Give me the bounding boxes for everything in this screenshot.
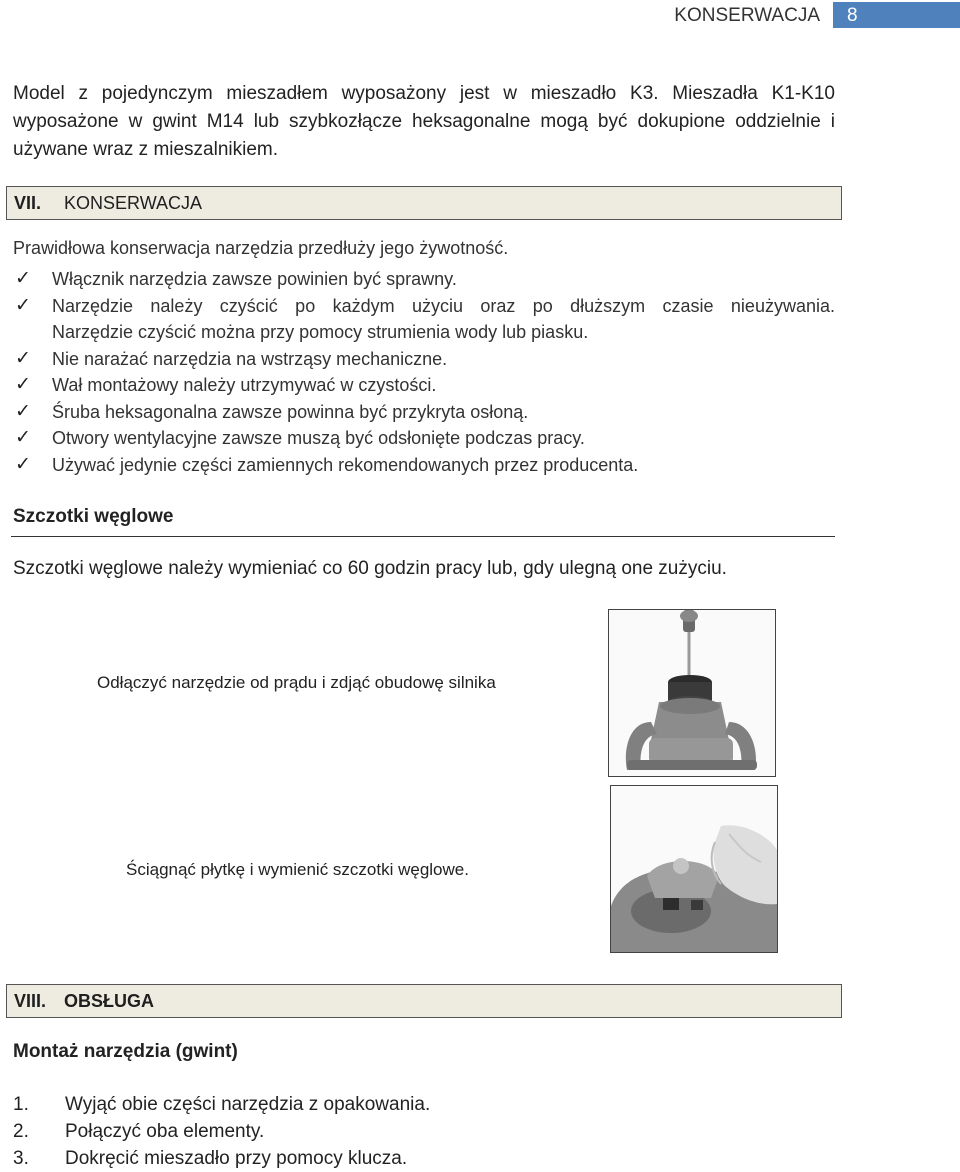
brush-step-2: Ściągnąć płytkę i wymienić szczotki węglowe.: [126, 860, 469, 879]
mounting-heading: Montaż narzędzia (gwint): [13, 1041, 238, 1062]
heading-underline: [11, 536, 835, 537]
intro-paragraph: Model z pojedynczym mieszadłem wyposażony jest w mieszadło K3. Mieszadła K1-K10 wyposażone w gwint M14 lub szybkozłącze heksagonalne mogą być dokupione oddzielnie i używane wraz z mieszalnikiem.: [13, 83, 835, 160]
list-item: ✓ Używać jedynie części zamiennych rekomendowanych przez producenta.: [13, 452, 835, 479]
mounting-steps: [13, 1091, 430, 1172]
list-item: ✓ Otwory wentylacyjne zawsze muszą być odsłonięte podczas pracy.: [13, 425, 835, 452]
photo-remove-housing-illustration: [609, 610, 775, 776]
list-item: 3. Dokręcić mieszadło przy pomocy klucza.: [13, 1148, 408, 1169]
checkmark-icon: ✓: [15, 268, 31, 289]
list-item: 1. Wyjąć obie części narzędzia z opakowania.: [13, 1094, 431, 1115]
maintenance-intro: Prawidłowa konserwacja narzędzia przedłuży jego żywotność.: [13, 238, 509, 258]
checkmark-icon: ✓: [15, 347, 31, 369]
page-number-box: [833, 2, 960, 28]
list-item: ✓ Wał montażowy należy utrzymywać w czystości.: [13, 372, 835, 399]
page-header: [0, 0, 960, 32]
section-heading-konserwacja: [6, 186, 842, 220]
section-number: VIII.: [14, 991, 47, 1011]
photo-remove-housing: [608, 609, 776, 777]
photo-replace-brushes: [610, 785, 778, 953]
checkmark-icon: ✓: [15, 400, 31, 422]
checkmark-icon: ✓: [15, 294, 31, 316]
list-item: ✓ Śruba heksagonalna zawsze powinna być przykryta osłoną.: [13, 399, 835, 426]
brush-step-1: Odłączyć narzędzie od prądu i zdjąć obudowę silnika: [97, 673, 496, 692]
checkmark-icon: ✓: [15, 453, 31, 475]
list-item: ✓ Narzędzie należy czyścić po każdym użyciu oraz po dłuższym czasie nieużywania.: [13, 293, 835, 320]
list-item: ✓ Włącznik narzędzia zawsze powinien być sprawny.: [13, 266, 835, 293]
header-title: KONSERWACJA: [674, 5, 820, 26]
section-title: OBSŁUGA: [64, 991, 154, 1011]
carbon-brushes-heading: Szczotki węglowe: [13, 506, 174, 527]
section-heading-obsluga: [6, 984, 842, 1018]
section-title: KONSERWACJA: [64, 193, 203, 213]
list-item: ✓ Nie narażać narzędzia na wstrząsy mechaniczne.: [13, 346, 835, 373]
photo-replace-brushes-illustration: [611, 786, 777, 952]
section-number: VII.: [14, 193, 42, 213]
list-item-continuation: Narzędzie czyścić można przy pomocy strumienia wody lub piasku.: [52, 322, 589, 342]
page-number: 8: [847, 5, 858, 26]
checkmark-icon: ✓: [15, 374, 31, 395]
checkmark-icon: ✓: [15, 427, 31, 448]
maintenance-checklist: [13, 266, 835, 478]
list-item: 2. Połączyć oba elementy.: [13, 1121, 265, 1142]
carbon-brushes-text: Szczotki węglowe należy wymieniać co 60 godzin pracy lub, gdy ulegną one zużyciu.: [13, 558, 727, 579]
